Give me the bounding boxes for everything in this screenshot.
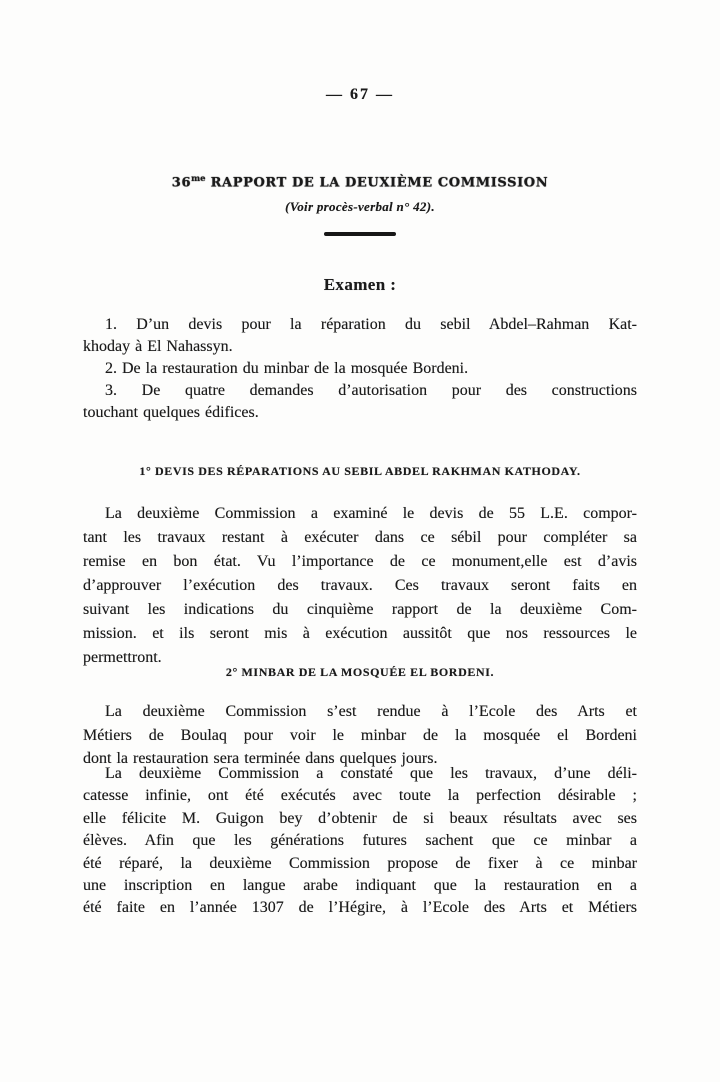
text-line: La deuxième Commission s’est rendue à l’Ecole des Arts et bbox=[105, 703, 637, 720]
report-number: 36 bbox=[171, 175, 192, 191]
text-line: été réparé, la deuxième Commission propose de fixer à ce minbar bbox=[83, 854, 637, 872]
text-line: été faite en l’année 1307 de l’Hégire, à l’Ecole des Arts et Métiers bbox=[83, 899, 637, 917]
text-line: suivant les indications du cinquième rapport de la deuxième Com- bbox=[83, 601, 637, 618]
text-line: elle félicite M. Guigon bey d’obtenir de si beaux résultats avec ses bbox=[83, 809, 637, 827]
text-line: une inscription en langue arabe indiquant que la restauration en a bbox=[83, 877, 637, 895]
report-title bbox=[0, 174, 720, 190]
section-2-heading: 2° MINBAR DE LA MOSQUÉE EL BORDENI. bbox=[225, 665, 495, 679]
report-title-text: RAPPORT DE LA DEUXIÈME COMMISSION bbox=[210, 175, 549, 191]
list-item-3-line-2: touchant quelques édifices. bbox=[83, 404, 259, 421]
text-line: Métiers de Boulaq pour voir le minbar de la mosquée el Bordeni bbox=[83, 726, 637, 744]
list-item-3-line-1: 3. De quatre demandes d’autorisation pour des constructions bbox=[105, 382, 637, 399]
text-line: catesse infinie, ont été exécutés avec toute la perfection désirable ; bbox=[83, 787, 637, 805]
section-1-heading: 1° DEVIS DES RÉPARATIONS AU SEBIL ABDEL RAKHMAN KATHODAY. bbox=[139, 464, 581, 478]
text-line: tant les travaux restant à exécuter dans ce sébil pour compléter sa bbox=[83, 529, 637, 546]
text-line: La deuxième Commission a examiné le devis de 55 L.E. compor- bbox=[105, 505, 637, 522]
list-item-1-line-2: khoday à El Nahassyn. bbox=[83, 338, 233, 355]
page-number: — 67 — bbox=[326, 86, 394, 103]
text-line: remise en bon état. Vu l’importance de ce monument,elle est d’avis bbox=[83, 553, 637, 570]
text-line: permettront. bbox=[83, 649, 162, 666]
text-line: d’approuver l’exécution des travaux. Ces travaux seront faits en bbox=[83, 577, 637, 594]
text-line: mission. et ils seront mis à exécution aussitôt que nos ressources le bbox=[83, 625, 637, 642]
text-line: dont la restauration sera terminée dans quelques jours. bbox=[83, 750, 438, 768]
section-2-paragraph-2 bbox=[83, 763, 637, 920]
examen-heading: Examen : bbox=[323, 275, 397, 294]
list-item-2-line-1: 2. De la restauration du minbar de la mosquée Bordeni. bbox=[105, 360, 469, 377]
separator-rule bbox=[324, 232, 396, 236]
examen-list bbox=[83, 314, 637, 424]
text-line: élèves. Afin que les générations futures sachent que ce minbar a bbox=[83, 832, 637, 850]
text-line: La deuxième Commission a constaté que les travaux, d’une déli- bbox=[105, 765, 637, 782]
report-number-suffix: me bbox=[191, 174, 206, 184]
report-subtitle: (Voir procès-verbal n° 42). bbox=[285, 199, 435, 214]
section-2-paragraph-1 bbox=[83, 700, 637, 771]
section-1-paragraph-1 bbox=[83, 502, 637, 670]
list-item-1-line-1: 1. D’un devis pour la réparation du sebil Abdel–Rahman Kat- bbox=[105, 316, 637, 333]
